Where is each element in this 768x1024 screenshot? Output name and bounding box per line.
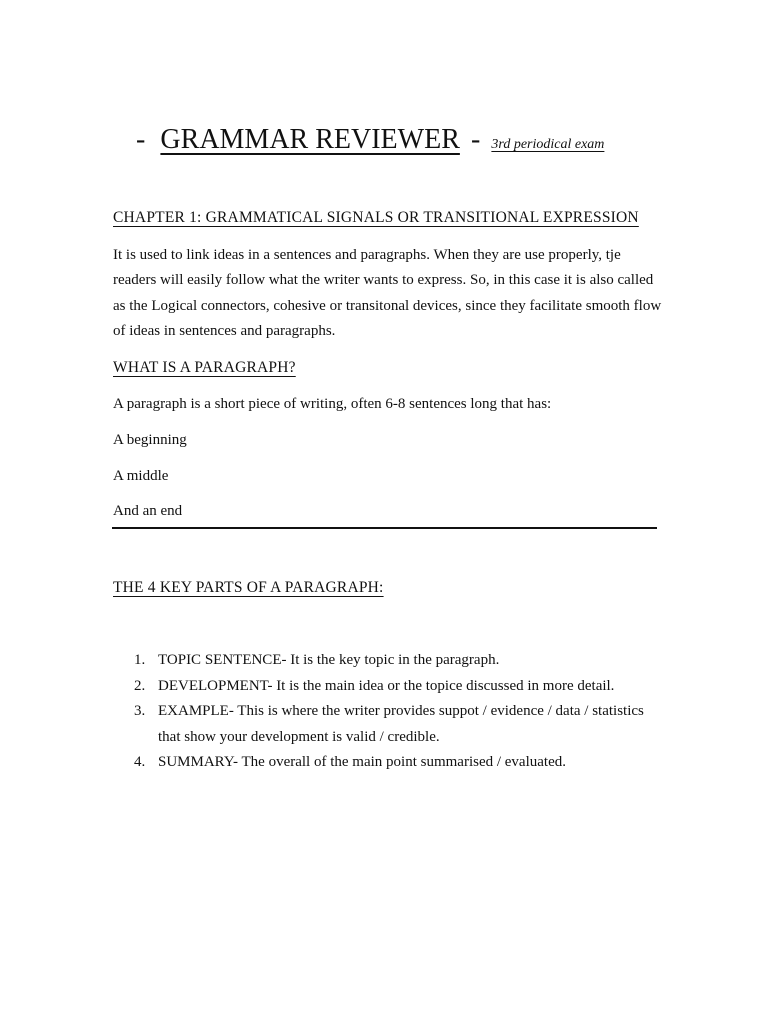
what-is-paragraph-heading: WHAT IS A PARAGRAPH?	[113, 359, 296, 376]
paragraph-part-middle: A middle	[113, 468, 169, 484]
paragraph-part-end: And an end	[113, 503, 183, 519]
list-item-text: DEVELOPMENT- It is the main idea or the topice discussed in more detail.	[158, 677, 615, 694]
title-prefix-dash: -	[136, 124, 146, 155]
list-item-number: 1.	[134, 652, 146, 668]
list-item-number: 2.	[134, 677, 146, 694]
title-suffix-dash: -	[470, 124, 481, 155]
paragraph-definition: A paragraph is a short piece of writing, often 6-8 sentences long that has:	[113, 396, 552, 412]
list-item-text: EXAMPLE- This is where the writer provides suppot / evidence / data / statistics that show your development is valid / credible.	[158, 703, 644, 745]
list-item-number: 3.	[134, 703, 146, 719]
section-divider	[112, 527, 657, 529]
list-item-number: 4.	[134, 754, 146, 770]
document-subtitle: 3rd periodical exam	[491, 137, 605, 152]
document-title-row	[136, 124, 604, 164]
list-item	[113, 674, 653, 700]
list-item	[113, 648, 653, 674]
list-item	[113, 699, 653, 750]
list-item-text: TOPIC SENTENCE- It is the key topic in the paragraph.	[158, 652, 500, 668]
list-item-text: SUMMARY- The overall of the main point summarised / evaluated.	[158, 754, 566, 770]
paragraph-part-beginning: A beginning	[113, 432, 187, 448]
key-parts-heading: THE 4 KEY PARTS OF A PARAGRAPH:	[113, 579, 384, 596]
list-item	[113, 750, 653, 776]
document-title: GRAMMAR REVIEWER	[160, 124, 460, 155]
chapter-1-body: It is used to link ideas in a sentences and paragraphs. When they are use properly, tje readers will easily follow what the writer wants to express. So, in this case it is also called as the Logical connectors, cohesive or transitonal devices, since they facilitate smooth flow of ideas in sentences and paragraphs.	[113, 247, 662, 339]
chapter-1-heading: CHAPTER 1: GRAMMATICAL SIGNALS OR TRANSITIONAL EXPRESSION	[113, 209, 639, 226]
key-parts-list	[113, 648, 653, 776]
